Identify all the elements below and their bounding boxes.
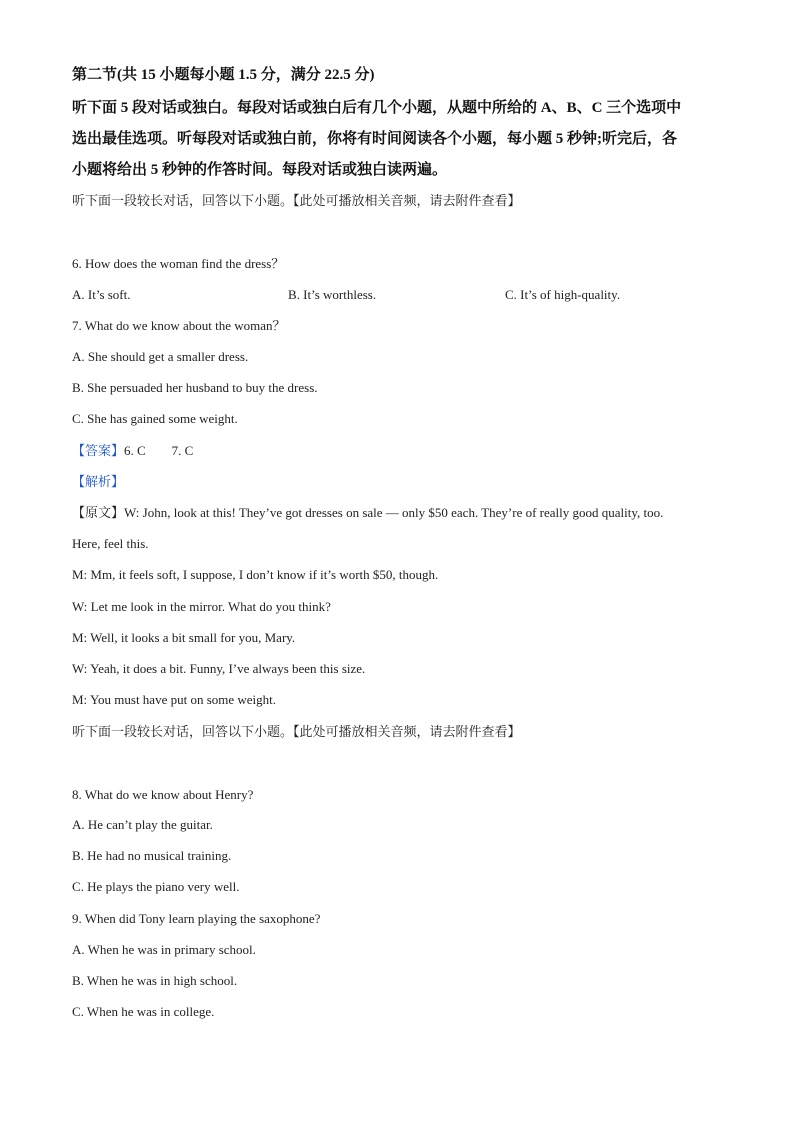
- question-8-option-c: C. He plays the piano very well.: [72, 879, 240, 894]
- question-8-stem: 8. What do we know about Henry?: [72, 787, 254, 802]
- transcript-line-4: W: Let me look in the mirror. What do you think?: [72, 599, 331, 614]
- audio-note: 听下面一段较长对话，回答以下小题。【此处可播放相关音频，请去附件查看】: [72, 193, 521, 208]
- answer-text: 6. C 7. C: [124, 443, 194, 458]
- transcript-line-6: W: Yeah, it does a bit. Funny, I’ve always been this size.: [72, 661, 366, 676]
- question-6-stem: 6. How does the woman find the dress？: [72, 256, 285, 271]
- answer-line: [72, 442, 193, 460]
- instruction-line-1: 听下面 5 段对话或独白。每段对话或独白后有几个小题，从题中所给的 A、B、C 三个选项中: [72, 100, 682, 116]
- analysis-tag: 【解析】: [72, 474, 125, 489]
- question-6-option-a: A. It’s soft.: [72, 287, 131, 302]
- audio-note: 听下面一段较长对话，回答以下小题。【此处可播放相关音频，请去附件查看】: [72, 724, 521, 739]
- question-9-stem: 9. When did Tony learn playing the saxophone?: [72, 911, 321, 926]
- transcript-tag: 【原文】: [72, 505, 125, 520]
- question-8-option-a: A. He can’t play the guitar.: [72, 817, 213, 832]
- question-7-option-a: A. She should get a smaller dress.: [72, 349, 249, 364]
- question-7-stem: 7. What do we know about the woman？: [72, 318, 286, 333]
- transcript-line-5: M: Well, it looks a bit small for you, Mary.: [72, 630, 296, 645]
- answer-tag: 【答案】: [72, 443, 125, 458]
- transcript-line-3: M: Mm, it feels soft, I suppose, I don’t know if it’s worth $50, though.: [72, 567, 439, 582]
- question-9-option-b: B. When he was in high school.: [72, 973, 238, 988]
- instruction-line-2: 选出最佳选项。听每段对话或独白前，你将有时间阅读各个小题，每小题 5 秒钟;听完后，各: [72, 131, 677, 147]
- section-header: 第二节(共 15 小题每小题 1.5 分，满分 22.5 分): [72, 67, 375, 83]
- transcript-text: W: John, look at this! They’ve got dresses on sale — only $50 each. They’re of really good quality, too.: [124, 505, 664, 520]
- question-7-option-c: C. She has gained some weight.: [72, 411, 238, 426]
- question-7-option-b: B. She persuaded her husband to buy the dress.: [72, 380, 318, 395]
- question-9-option-c: C. When he was in college.: [72, 1004, 215, 1019]
- transcript-line-7: M: You must have put on some weight.: [72, 692, 277, 707]
- question-8-option-b: B. He had no musical training.: [72, 848, 232, 863]
- instruction-line-3: 小题将给出 5 秒钟的作答时间。每段对话或独白读两遍。: [72, 162, 448, 178]
- transcript-line-1: [72, 504, 663, 522]
- question-9-option-a: A. When he was in primary school.: [72, 942, 256, 957]
- question-6-option-b: B. It’s worthless.: [288, 287, 377, 302]
- question-6-option-c: C. It’s of high-quality.: [505, 287, 621, 302]
- transcript-line-2: Here, feel this.: [72, 536, 149, 551]
